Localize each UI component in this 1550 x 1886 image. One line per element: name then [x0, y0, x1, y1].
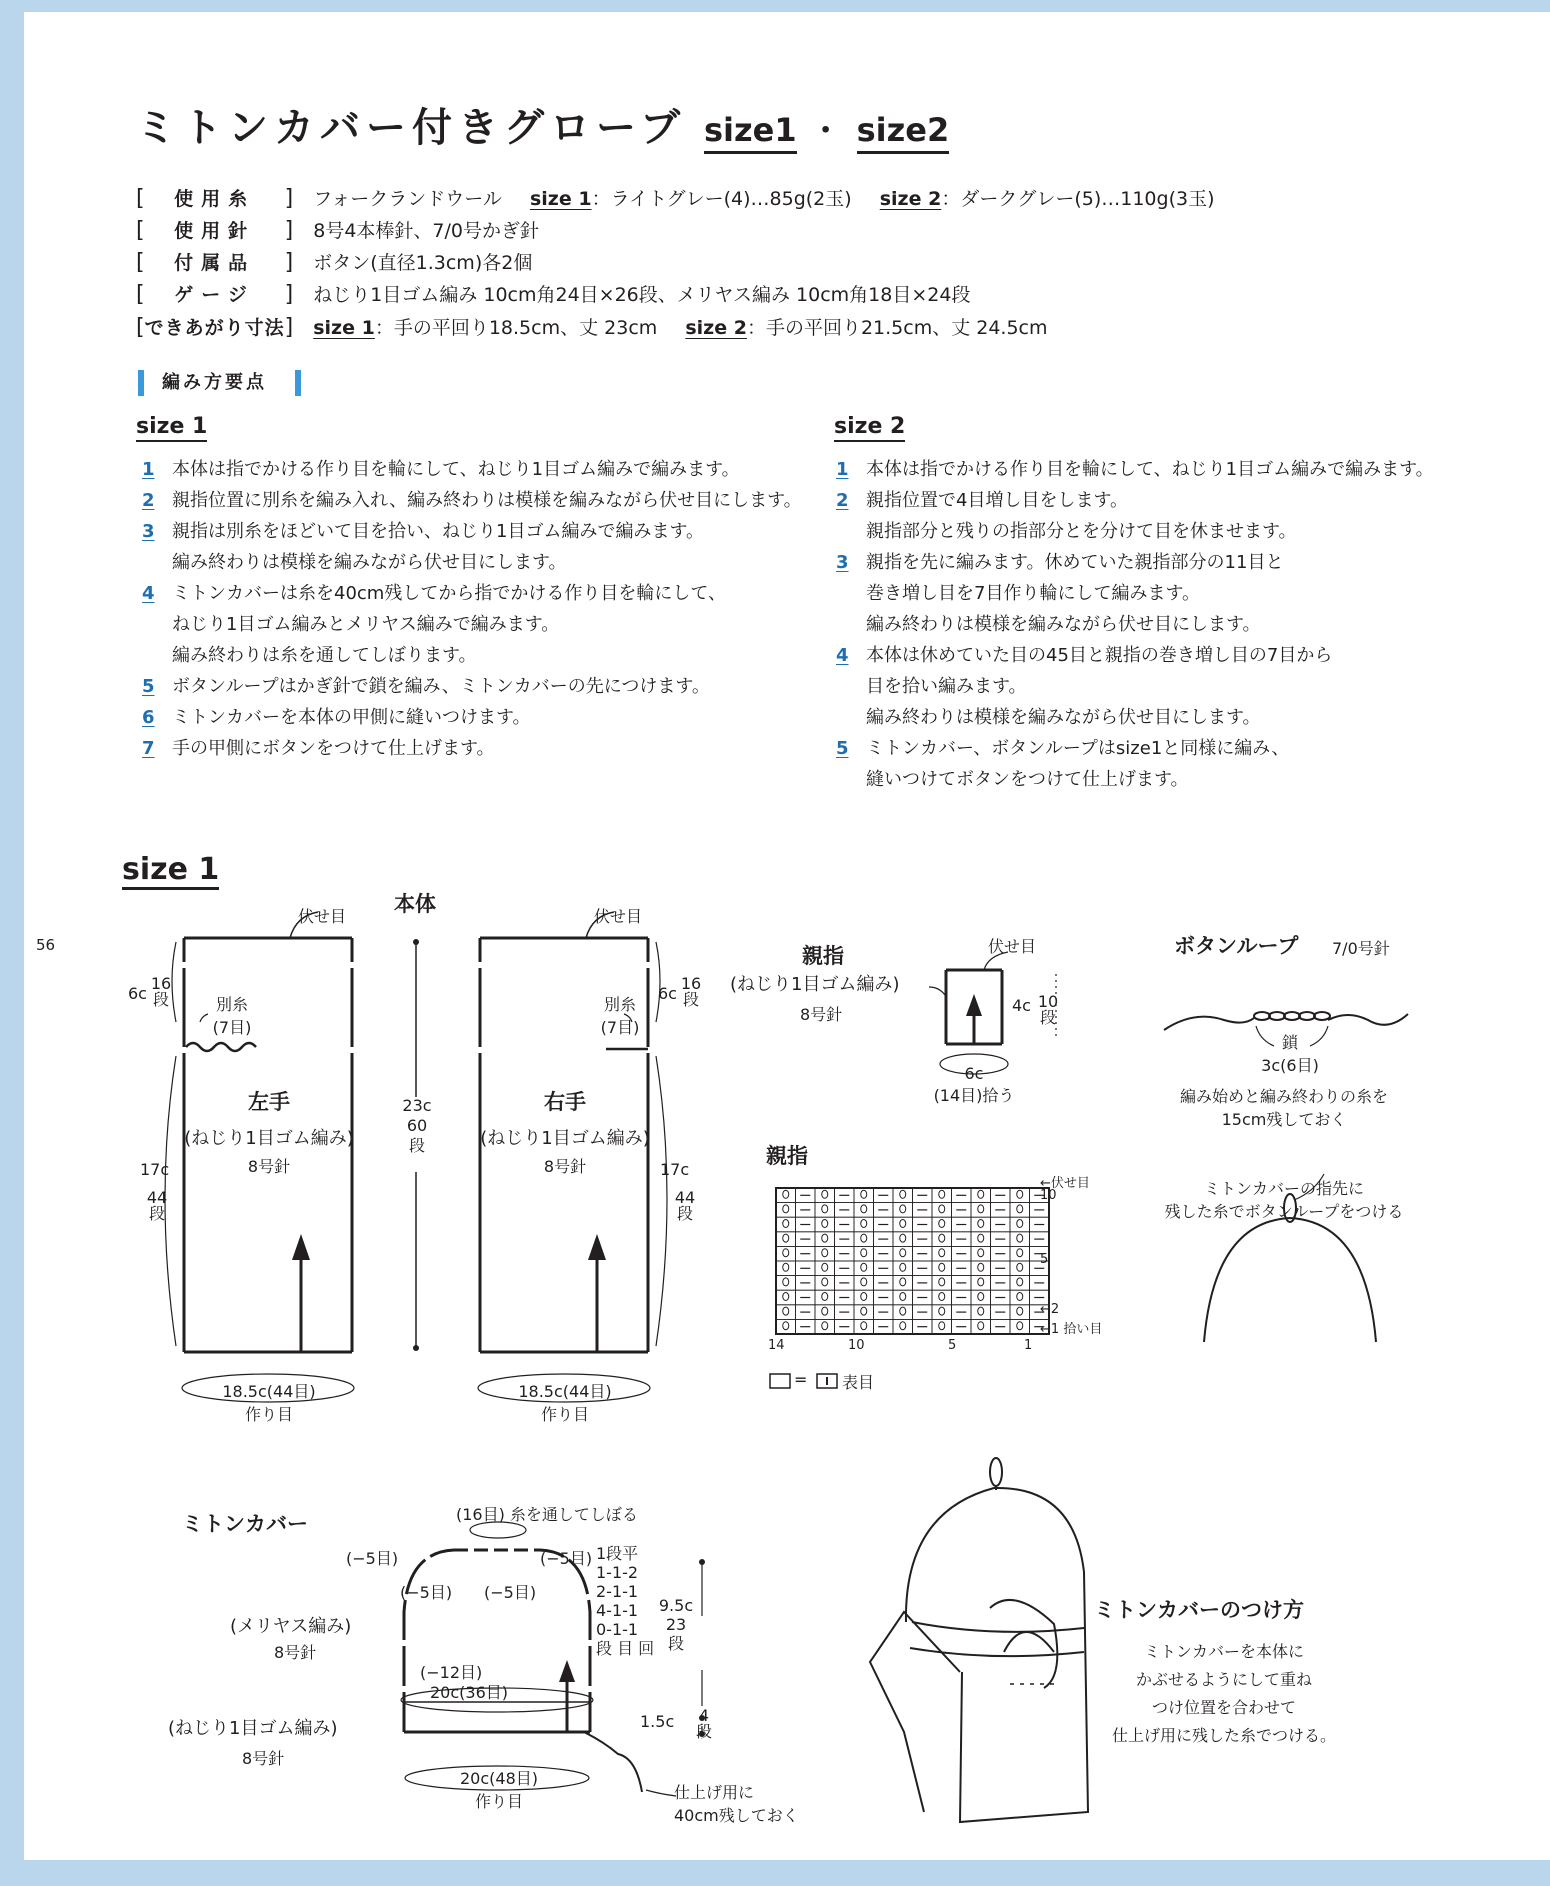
- center-height-label: 23c 60 段: [402, 1096, 432, 1155]
- button-loop-chain-label: 鎖 3c(6目): [1261, 1033, 1319, 1075]
- twisted-knit-symbol: [1017, 1190, 1023, 1198]
- step-text: 親指を先に編みます。休めていた親指部分の11目と: [866, 552, 1284, 573]
- title-size2: size2: [857, 111, 950, 154]
- twisted-knit-symbol: [861, 1278, 867, 1286]
- twisted-knit-symbol: [900, 1205, 906, 1213]
- twisted-knit-symbol: [900, 1307, 906, 1315]
- step-text: 親指部分と残りの指部分とを分けて目を休ませます。: [866, 521, 1297, 542]
- twisted-knit-symbol: [978, 1205, 984, 1213]
- step-text: ミトンカバーは糸を40cm残してから指でかける作り目を輪にして、: [172, 583, 726, 604]
- twisted-knit-symbol: [1017, 1322, 1023, 1330]
- spec-row-notions: [ 付属品 ] ボタン(直径1.3cm)各2個: [136, 250, 533, 275]
- step-number: 4: [836, 645, 849, 666]
- twisted-knit-symbol: [822, 1307, 828, 1315]
- title-size1: size1: [704, 111, 797, 154]
- twisted-knit-symbol: [900, 1190, 906, 1198]
- twisted-knit-symbol: [939, 1278, 945, 1286]
- attach-illustration: [870, 1458, 1088, 1822]
- thumb-title: 親指: [802, 944, 844, 968]
- twisted-knit-symbol: [822, 1220, 828, 1228]
- twisted-knit-symbol: [783, 1190, 789, 1198]
- thumb-height-rows: 10 段: [1037, 992, 1059, 1027]
- twisted-knit-symbol: [861, 1307, 867, 1315]
- chart-title: 親指: [766, 1144, 808, 1168]
- twisted-knit-symbol: [1017, 1293, 1023, 1301]
- twisted-knit-symbol: [861, 1220, 867, 1228]
- twisted-knit-symbol: [822, 1263, 828, 1271]
- chart-legend-text: 表目: [842, 1373, 875, 1392]
- step-number: 2: [836, 490, 849, 511]
- right-fusemoku: 伏せ目: [594, 907, 643, 926]
- twisted-knit-symbol: [783, 1293, 789, 1301]
- left-side-rows: 44 段: [146, 1188, 168, 1223]
- twisted-knit-symbol: [1017, 1263, 1023, 1271]
- twisted-knit-symbol: [939, 1234, 945, 1242]
- twisted-knit-symbol: [900, 1278, 906, 1286]
- step-number: 5: [836, 738, 849, 759]
- button-loop-attach-note: ミトンカバーの指先に 残した糸でボタンループをつける: [1164, 1179, 1404, 1221]
- step-text: 手の甲側にボタンをつけて仕上げます。: [172, 738, 495, 759]
- step-text: 編み終わりは模様を編みながら伏せ目にします。: [866, 707, 1261, 728]
- step-number: 1: [836, 459, 849, 480]
- step-number: 7: [142, 738, 155, 759]
- right-hand-label: 右手: [544, 1090, 586, 1114]
- twisted-knit-symbol: [978, 1307, 984, 1315]
- twisted-knit-symbol: [900, 1263, 906, 1271]
- page-number: 56: [36, 936, 56, 954]
- cover-height-label: 9.5c 23 段: [658, 1596, 694, 1653]
- twisted-knit-symbol: [900, 1220, 906, 1228]
- step-text: 巻き増し目を7目作り輪にして編みます。: [866, 583, 1201, 604]
- twisted-knit-symbol: [822, 1293, 828, 1301]
- twisted-knit-symbol: [978, 1278, 984, 1286]
- twisted-knit-symbol: [900, 1293, 906, 1301]
- step-number: 3: [142, 521, 155, 542]
- twisted-knit-symbol: [978, 1220, 984, 1228]
- step-number: 2: [142, 490, 155, 511]
- decrease-line: 1-1-2: [596, 1563, 639, 1582]
- left-bottom-label: 18.5c(44目) 作り目: [222, 1382, 316, 1424]
- twisted-knit-symbol: [978, 1322, 984, 1330]
- step-text: 編み終わりは模様を編みながら伏せ目にします。: [866, 614, 1261, 635]
- twisted-knit-symbol: [939, 1322, 945, 1330]
- spec-label: 使用糸: [174, 188, 256, 210]
- twisted-knit-symbol: [783, 1249, 789, 1257]
- cover-rib-rows: 4 段: [695, 1706, 712, 1741]
- step-text: ミトンカバーを本体の甲側に縫いつけます。: [172, 707, 531, 728]
- left-top-rows: 16 段: [150, 974, 172, 1009]
- step-text: 本体は指でかける作り目を輪にして、ねじり1目ゴム編みで編みます。: [172, 459, 740, 480]
- decrease-line: 4-1-1: [596, 1601, 639, 1620]
- thumb-width-label: 6c (14目)拾う: [933, 1064, 1015, 1105]
- spec-row-yarn: [ 使用糸 ] フォークランドウール size 1：ライトグレー(4)…85g(2玉) size 2：ダークグレー(5)…110g(3玉): [136, 186, 1215, 211]
- step-text: 親指は別糸をほどいて目を拾い、ねじり1目ゴム編みで編みます。: [172, 521, 705, 542]
- twisted-knit-symbol: [939, 1307, 945, 1315]
- twisted-knit-symbol: [861, 1190, 867, 1198]
- twisted-knit-symbol: [861, 1322, 867, 1330]
- twisted-knit-symbol: [822, 1278, 828, 1286]
- step-text: 編み終わりは模様を編みながら伏せ目にします。: [172, 552, 567, 573]
- twisted-knit-symbol: [978, 1249, 984, 1257]
- twisted-knit-symbol: [783, 1220, 789, 1228]
- twisted-knit-symbol: [1017, 1307, 1023, 1315]
- column-heading: size 2: [834, 414, 905, 442]
- decrease-line: 2-1-1: [596, 1582, 639, 1601]
- body-title: 本体: [394, 892, 436, 916]
- step-text: ボタンループはかぎ針で鎖を編み、ミトンカバーの先につけます。: [172, 676, 710, 697]
- twisted-knit-symbol: [861, 1205, 867, 1213]
- twisted-knit-symbol: [978, 1263, 984, 1271]
- twisted-knit-symbol: [861, 1249, 867, 1257]
- step-text: 本体は休めていた目の45目と親指の巻き増し目の7目から: [866, 645, 1333, 666]
- title-dot: ・: [810, 114, 847, 149]
- twisted-knit-symbol: [900, 1322, 906, 1330]
- right-side-rows: 44 段: [674, 1188, 696, 1223]
- twisted-knit-symbol: [783, 1322, 789, 1330]
- twisted-knit-symbol: [939, 1263, 945, 1271]
- decrease-line: 0-1-1: [596, 1620, 639, 1639]
- right-top-rows: 16 段: [680, 974, 702, 1009]
- diagram-size-label: size 1: [122, 852, 219, 887]
- twisted-knit-symbol: [822, 1205, 828, 1213]
- twisted-knit-symbol: [939, 1220, 945, 1228]
- step-number: 1: [142, 459, 155, 480]
- spec-row-gauge: [ ゲージ ] ねじり1目ゴム編み 10cm角24目×26段、メリヤス編み 10cm角18目×24段: [136, 282, 971, 307]
- twisted-knit-symbol: [939, 1205, 945, 1213]
- twisted-knit-symbol: [861, 1293, 867, 1301]
- twisted-knit-symbol: [822, 1322, 828, 1330]
- step-text: 親指位置で4目増し目をします。: [866, 490, 1129, 511]
- twisted-knit-symbol: [861, 1263, 867, 1271]
- twisted-knit-symbol: [939, 1249, 945, 1257]
- twisted-knit-symbol: [783, 1307, 789, 1315]
- twisted-knit-symbol: [822, 1190, 828, 1198]
- spec-row-needle: [ 使用針 ] 8号4本棒針、7/0号かぎ針: [136, 218, 539, 243]
- twisted-knit-symbol: [1017, 1249, 1023, 1257]
- twisted-knit-symbol: [861, 1234, 867, 1242]
- step-text: 目を拾い編みます。: [866, 676, 1027, 697]
- button-loop-title: ボタンループ: [1174, 934, 1299, 958]
- cover-title: ミトンカバー: [182, 1512, 308, 1536]
- attach-instructions: ミトンカバーを本体に かぶせるようにして重ね つけ位置を合わせて 仕上げ用に残した糸でつける。: [1111, 1642, 1336, 1745]
- section-heading: 編み方要点: [138, 370, 267, 396]
- twisted-knit-symbol: [822, 1234, 828, 1242]
- left-hand-label: 左手: [248, 1090, 290, 1114]
- twisted-knit-symbol: [783, 1205, 789, 1213]
- thumb-stitch-chart: [776, 1188, 1049, 1334]
- attach-title: ミトンカバーのつけ方: [1094, 1598, 1304, 1622]
- knitting-diagrams: [24, 12, 1550, 1860]
- twisted-knit-symbol: [1017, 1234, 1023, 1242]
- decrease-line: 段 目 回: [596, 1639, 655, 1658]
- step-text: 本体は指でかける作り目を輪にして、ねじり1目ゴム編みで編みます。: [866, 459, 1434, 480]
- left-besshi-label: 別糸 (7目): [212, 995, 252, 1037]
- decrease-line: 1段平: [596, 1544, 639, 1563]
- left-besshi-wave: [186, 1043, 256, 1051]
- step-number: 6: [142, 707, 155, 728]
- twisted-knit-symbol: [978, 1293, 984, 1301]
- step-text: 編み終わりは糸を通してしぼります。: [172, 645, 477, 666]
- twisted-knit-symbol: [822, 1249, 828, 1257]
- twisted-knit-symbol: [1017, 1220, 1023, 1228]
- step-number: 4: [142, 583, 155, 604]
- title-main: ミトンカバー付きグローブ: [136, 105, 686, 151]
- page: ミトンカバー付きグローブ size1 ・ size2 [ 使用糸 ] フォークランドウール size 1：ライトグレー(4)…85g(2玉) size 2：ダークグレー(5)…110g(3玉) [ 使用針 ] 8号4本棒針、7/0号かぎ針 [ 付属品 ] ボタン(直径1.3cm)各2個 [ ゲージ ] ねじり1目ゴム編み 10cm角24目×26段、メリヤス編み 10cm角18目×24段 [できあがり寸法] size 1：手の平回り18.5cm、丈 23cm size 2：手の平回り21.5cm、丈 24.5cm 編み方要点 size 1 1 本体は指でかける作り目を輪にして、ねじり1目ゴム編みで編みます。 2 親指位置に別糸を編み入れ、編み終わりは模様を編みながら伏せ目にします。 3 親指は別糸をほどいて目を拾い、ねじり1目ゴム編みで編みます。 編み終わりは模様を編みながら伏せ目にします。 4 ミトンカバーは糸を40cm残してから指でかける作り目を輪にして、 ねじり1目ゴム編みとメリヤス編みで編みます。 編み終わりは糸を通してしぼります。 5 ボタンループはかぎ針で鎖を編み、ミトンカバーの先につけます。 6 ミトンカバーを本体の甲側に縫いつけます。 7 手の甲側にボタンをつけて仕上げます。 size 2 1 本体は指でかける作り目を輪にして、ねじり1目ゴム編みで編みます。 2 親指位置で4目増し目をします。 親指部分と残りの指部分とを分けて目を休ませます。 3 親指を先に編みます。休めていた親指部分の11目と 巻き増し目を7目作り輪にして編みます。 編み終わりは模様を編みながら伏せ目にします。 4 本体は休めていた目の45目と親指の巻き増し目の7目から 目を拾い編みます。 編み終わりは模様を編みながら伏せ目にします。 5 ミトンカバー、ボタンループはsize1と同様に編み、 縫いつけてボタンをつけて仕上げます。 56 size 1 本体 伏せ目 6c 16 段 別糸 (7目) 左手 (ねじり1目ゴム編み) 8号針 17c 44 段 18.5c(44目) 作り目 23c 60 段 伏せ目 6c 16 段 別糸 (7目) 右手 (ねじり1目ゴム編み) 8号針 17c 44 段 18.5c(44目) 作り目 親指 (ねじり1目ゴム編み) 8号針 伏せ目 4c 10 段 6c (14目)拾う ボタンループ 7/0号針 鎖 3c(6目) 編み始めと編み終わりの糸を 15cm残しておく ミトンカバーの指先に 残した糸でボタンループをつける 親指 ←伏せ目 10 5 ←2 ←1 拾い目 14 10 5 1 = 表目 ミトンカバー (16目) 糸を通してしぼる (−5目) (−5目) (−5目) (−5目) (メリヤス編み) 8号針 (−12目) 20c(36目) (ねじり1目ゴム編み) 8号針 20c(48目) 作り目 1段平 1-1-2 2-1-1 4-1-1 0-1-1 段 目 回 9.5c 23 段 1.5c 4 段 仕上げ用に 40cm残しておく ミトンカバーのつけ方 ミトンカバーを本体に かぶせるようにして重ね つけ位置を合わせて 仕上げ用に残した糸でつける。: [24, 12, 1550, 1860]
- twisted-knit-symbol: [900, 1234, 906, 1242]
- left-fusemoku: 伏せ目: [298, 907, 347, 926]
- step-text: 親指位置に別糸を編み入れ、編み終わりは模様を編みながら伏せ目にします。: [172, 490, 802, 511]
- twisted-knit-symbol: [1017, 1205, 1023, 1213]
- right-besshi-label: 別糸 (7目): [600, 995, 640, 1037]
- twisted-knit-symbol: [939, 1293, 945, 1301]
- step-text: ねじり1目ゴム編みとメリヤス編みで編みます。: [172, 614, 560, 635]
- twisted-knit-symbol: [783, 1263, 789, 1271]
- twisted-knit-symbol: [939, 1190, 945, 1198]
- cover-bottom-label: 20c(48目) 作り目: [459, 1769, 538, 1811]
- twisted-knit-symbol: [978, 1234, 984, 1242]
- twisted-knit-symbol: [900, 1249, 906, 1257]
- step-text: ミトンカバー、ボタンループはsize1と同様に編み、: [866, 738, 1290, 759]
- twisted-knit-symbol: [783, 1278, 789, 1286]
- cover-tail-note: 仕上げ用に 40cm残しておく: [674, 1783, 799, 1825]
- button-loop-note: 編み始めと編み終わりの糸を 15cm残しておく: [1179, 1087, 1388, 1129]
- decrease-schedule: [596, 1544, 654, 1658]
- step-text: 縫いつけてボタンをつけて仕上げます。: [866, 769, 1189, 790]
- twisted-knit-symbol: [978, 1190, 984, 1198]
- twisted-knit-symbol: [783, 1234, 789, 1242]
- spec-row-finished-size: [できあがり寸法] size 1：手の平回り18.5cm、丈 23cm size 2：手の平回り21.5cm、丈 24.5cm: [136, 315, 1048, 340]
- step-number: 3: [836, 552, 849, 573]
- twisted-knit-symbol: [1017, 1278, 1023, 1286]
- step-number: 5: [142, 676, 155, 697]
- right-bottom-label: 18.5c(44目) 作り目: [518, 1382, 612, 1424]
- column-heading: size 1: [136, 414, 207, 442]
